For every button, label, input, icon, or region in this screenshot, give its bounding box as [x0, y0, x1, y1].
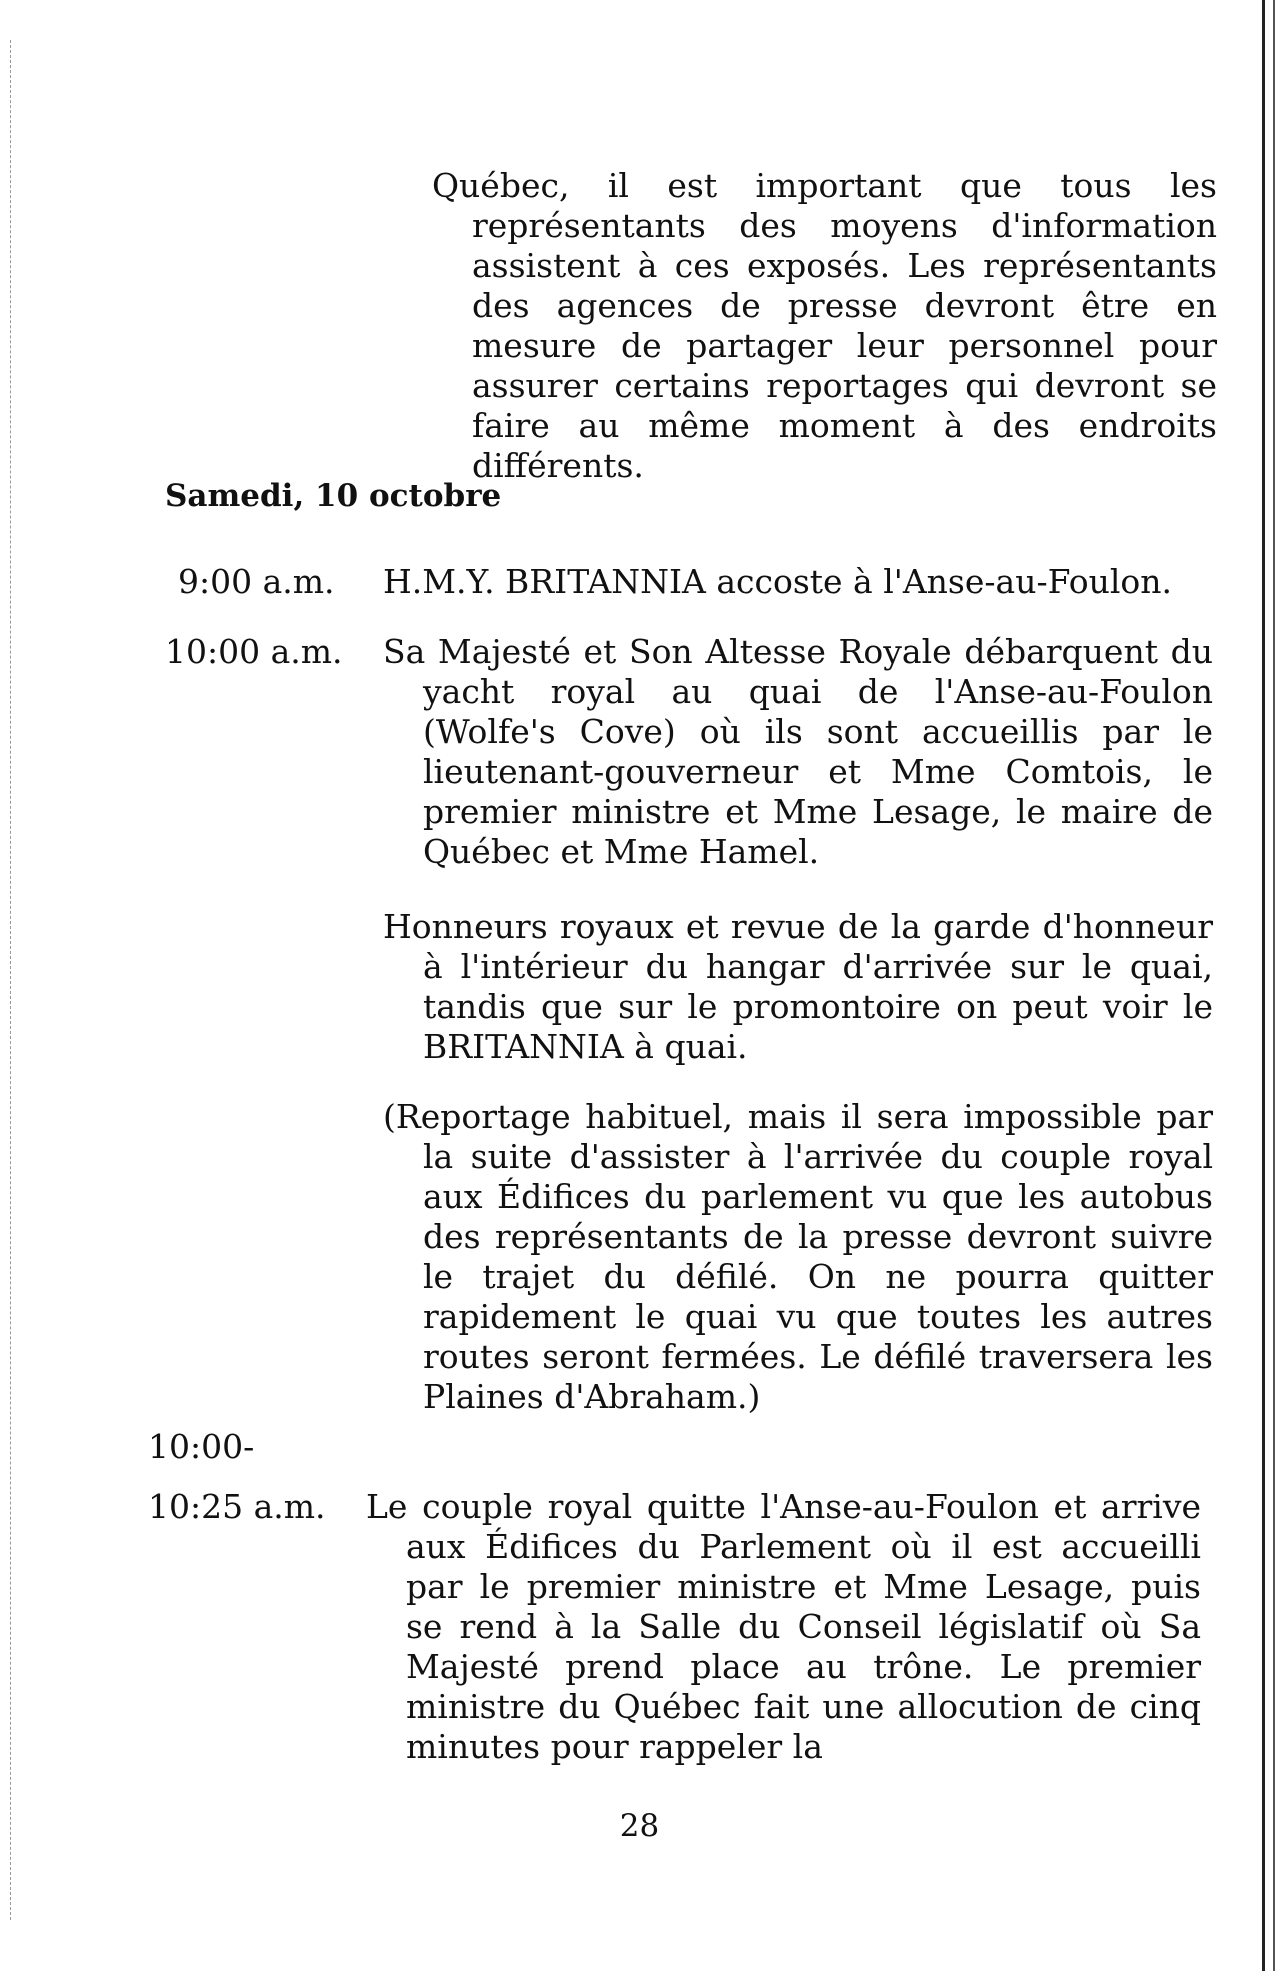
entry-time-1: 9:00 a.m.	[178, 562, 335, 601]
scan-edge-right-outer	[1273, 0, 1275, 1971]
entry-text-2: Sa Majesté et Son Altesse Royale débarquent du yacht royal au quai de l'Anse-au-Foulon (Wolfe's Cove) où ils sont accueillis par le lieutenant-gouverneur et Mme Comtois, le premier ministre et Mme Lesage, le maire de Québec et Mme Hamel.	[383, 632, 1213, 871]
entry-text-2-note: (Reportage habituel, mais il sera impossible par la suite d'assister à l'arrivée du couple royal aux Édifices du parlement vu que les autobus des représentants de la presse devront suivre le trajet du défilé. On ne pourra quitter rapidement le quai vu que toutes les autres routes seront fermées. Le défilé traversera les Plaines d'Abraham.)	[383, 1097, 1213, 1416]
scan-edge-left	[10, 40, 11, 1920]
entry-text-3: Le couple royal quitte l'Anse-au-Foulon et arrive aux Édifices du Parlement où il est accueilli par le premier ministre et Mme Lesage, puis se rend à la Salle du Conseil législatif où Sa Majesté prend place au trône. Le premier ministre du Québec fait une allocution de cinq minutes pour rappeler la	[366, 1487, 1201, 1766]
entry-time-3-start: 10:00-	[148, 1427, 255, 1466]
date-heading: Samedi, 10 octobre	[165, 478, 502, 514]
entry-text-1: H.M.Y. BRITANNIA accoste à l'Anse-au-Foulon.	[383, 562, 1173, 601]
intro-paragraph: Québec, il est important que tous les représentants des moyens d'information assistent à ces exposés. Les représentants des agences de presse devront être en mesure de partager leur personnel pour assurer certains reportages qui devront se faire au même moment à des endroits différents.	[432, 166, 1217, 485]
page-number: 28	[619, 1808, 660, 1844]
entry-text-2-honours: Honneurs royaux et revue de la garde d'honneur à l'intérieur du hangar d'arrivée sur le quai, tandis que sur le promontoire on peut voir le BRITANNIA à quai.	[383, 907, 1213, 1066]
entry-time-3-end: 10:25 a.m.	[148, 1487, 326, 1526]
entry-time-2: 10:00 a.m.	[165, 632, 343, 671]
scan-edge-right	[1262, 0, 1265, 1971]
